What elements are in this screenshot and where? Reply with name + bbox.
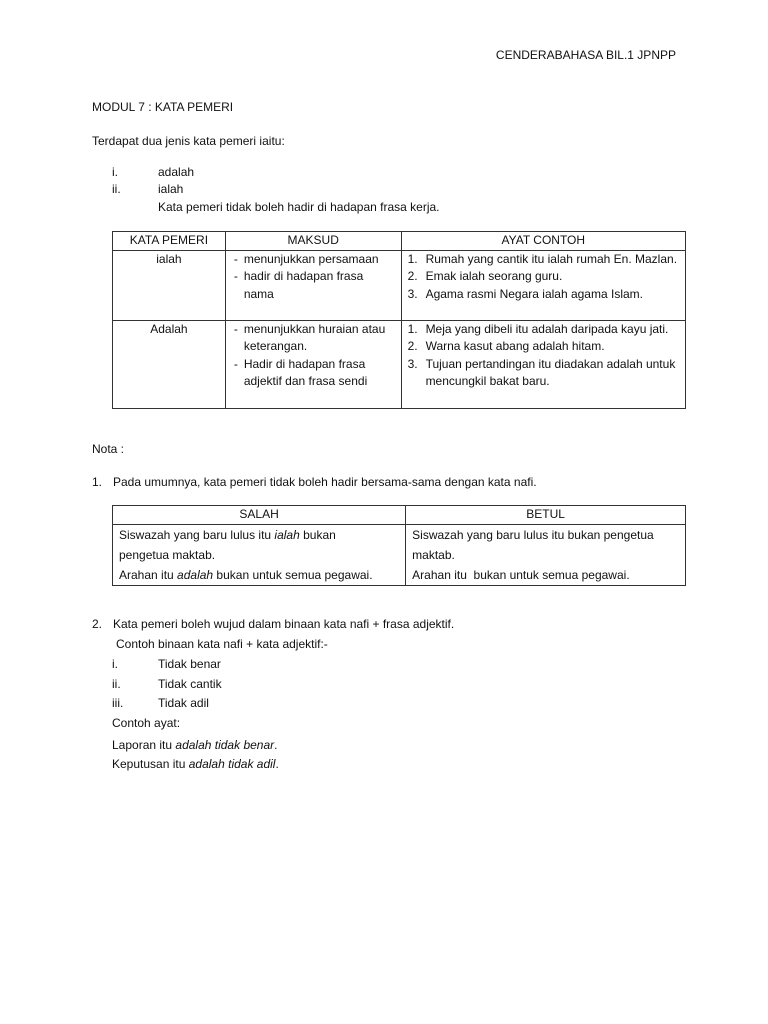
module-title: MODUL 7 : KATA PEMERI	[92, 100, 234, 114]
note-1: 1. Pada umumnya, kata pemeri tidak boleh hadir bersama-sama dengan kata nafi.	[92, 475, 537, 489]
list-item: 3. Agama rasmi Negara ialah agama Islam.	[407, 286, 643, 301]
list-item: 3. Tujuan pertandingan itu diadakan adalah untuk mencungkil bakat baru.	[407, 356, 676, 388]
table-row	[113, 524, 686, 585]
kata-pemeri-table	[112, 231, 686, 409]
list-item: 1. Rumah yang cantik itu ialah rumah En. Mazlan.	[407, 251, 678, 266]
types-note: Kata pemeri tidak boleh hadir di hadapan frasa kerja.	[158, 200, 440, 214]
list-item: - menunjukkan persamaan	[232, 251, 395, 269]
table-cell	[401, 250, 685, 320]
table-header: SALAH	[113, 506, 406, 525]
list-item: 2. Warna kasut abang adalah hitam.	[407, 339, 605, 353]
table-cell	[225, 250, 401, 320]
table-row	[113, 320, 686, 408]
table-header: MAKSUD	[225, 232, 401, 251]
list-item: - hadir di hadapan frasa nama	[232, 268, 395, 303]
table-cell	[225, 320, 401, 408]
intro-text: Terdapat dua jenis kata pemeri iaitu:	[92, 134, 285, 148]
note-2-sub: Contoh binaan kata nafi + kata adjektif:-	[116, 637, 328, 651]
example-sentence: Laporan itu adalah tidak benar.	[112, 738, 278, 752]
contoh-label: Contoh ayat:	[112, 716, 181, 730]
example-sentence: Keputusan itu adalah tidak adil.	[112, 757, 279, 771]
table-header: BETUL	[406, 506, 686, 525]
table-cell: Siswazah yang baru lulus itu ialah bukan pengetua maktab. Arahan itu adalah bukan untuk semua pegawai.	[113, 524, 406, 585]
table-header: KATA PEMERI	[113, 232, 226, 251]
table-cell: Siswazah yang baru lulus itu bukan pengetua maktab. Arahan itu bukan untuk semua pegawai.	[406, 524, 686, 585]
list-item: - Hadir di hadapan frasa adjektif dan frasa sendi	[232, 356, 395, 391]
table-cell: ialah	[113, 250, 226, 320]
table-cell	[401, 320, 685, 408]
table-header: AYAT CONTOH	[401, 232, 685, 251]
document-header: CENDERABAHASA BIL.1 JPNPP	[495, 48, 676, 62]
salah-betul-table	[112, 505, 686, 586]
nota-label: Nota :	[92, 442, 125, 456]
table-cell: Adalah	[113, 320, 226, 408]
list-item: 2. Emak ialah seorang guru.	[407, 269, 563, 283]
list-item: - menunjukkan huraian atau keterangan.	[232, 321, 395, 356]
list-item: 1. Meja yang dibeli itu adalah daripada kayu jati.	[407, 321, 669, 336]
table-row	[113, 250, 686, 320]
note-2: 2. Kata pemeri boleh wujud dalam binaan kata nafi + frasa adjektif.	[92, 617, 455, 631]
